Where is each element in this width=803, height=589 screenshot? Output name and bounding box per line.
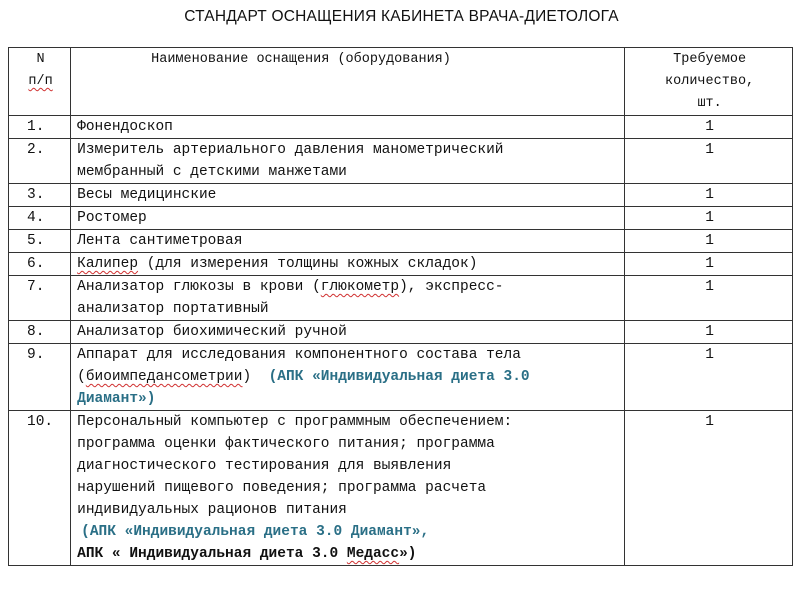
row-name-text: ) [242, 369, 252, 385]
table-row [9, 344, 793, 411]
row-name: Лента сантиметровая [71, 230, 625, 253]
row-quantity: 1 [625, 230, 793, 253]
row-name-line: анализатор портативный [77, 301, 269, 317]
row-name-line: Измеритель артериального давления манометрический [77, 142, 504, 158]
row-quantity: 1 [625, 276, 793, 321]
row-quantity: 1 [625, 253, 793, 276]
row-quantity: 1 [625, 116, 793, 139]
header-number-symbol: N [36, 52, 45, 67]
row-name-line: нарушений пищевого поведения; программа расчета [77, 480, 487, 496]
row-number: 4. [9, 207, 71, 230]
row-number: 7. [9, 276, 71, 321]
header-name: Наименование оснащения (оборудования) [71, 48, 625, 116]
table-row [9, 184, 793, 207]
header-quantity [625, 48, 793, 116]
table-row [9, 116, 793, 139]
row-name-line: диагностического тестирования для выявления [77, 458, 452, 474]
table-row [9, 230, 793, 253]
row-name [71, 253, 625, 276]
row-name [71, 139, 625, 184]
table-row [9, 276, 793, 321]
equipment-table [8, 47, 793, 566]
row-name-line: программа оценки фактического питания; программа [77, 436, 495, 452]
row-number: 3. [9, 184, 71, 207]
table-row [9, 321, 793, 344]
row-name: Фонендоскоп [71, 116, 625, 139]
row-number: 1. [9, 116, 71, 139]
row-quantity: 1 [625, 184, 793, 207]
row-number: 8. [9, 321, 71, 344]
row-name-term: Калипер [77, 256, 139, 272]
header-number [9, 48, 71, 116]
header-quantity-line3: шт. [697, 96, 722, 111]
row-name [71, 411, 625, 566]
row-number: 10. [9, 411, 71, 566]
row-quantity: 1 [625, 411, 793, 566]
row-name: Анализатор биохимический ручной [71, 321, 625, 344]
row-name-line: мембранный с детскими манжетами [77, 164, 347, 180]
row-number: 2. [9, 139, 71, 184]
row-name-term: глюкометр [320, 279, 400, 295]
row-number: 9. [9, 344, 71, 411]
row-apk-term: Медасс [346, 546, 400, 562]
row-apk-label: (АПК «Индивидуальная диета 3.0 Диамант», [81, 524, 430, 540]
row-apk-text: АПК « Индивидуальная диета 3.0 [77, 546, 347, 562]
row-name-text: ), экспресс- [399, 279, 504, 295]
row-quantity: 1 [625, 207, 793, 230]
row-quantity: 1 [625, 344, 793, 411]
table-row [9, 207, 793, 230]
row-apk-label [77, 543, 616, 565]
header-quantity-line2: количество, [665, 74, 755, 89]
row-quantity: 1 [625, 321, 793, 344]
table-row [9, 411, 793, 566]
row-name-line [77, 276, 616, 298]
row-number: 5. [9, 230, 71, 253]
row-name-text: ( [77, 369, 86, 385]
header-quantity-line1: Требуемое [673, 52, 747, 67]
row-name-text: (для измерения толщины кожных складок) [138, 256, 478, 272]
table-row [9, 139, 793, 184]
row-apk-label: Диамант») [77, 391, 156, 407]
row-number: 6. [9, 253, 71, 276]
row-apk-label: (АПК «Индивидуальная диета 3.0 [268, 369, 530, 385]
row-name [71, 276, 625, 321]
table-header-row [9, 48, 793, 116]
table-row [9, 253, 793, 276]
row-name [71, 344, 625, 411]
page-title: СТАНДАРТ ОСНАЩЕНИЯ КАБИНЕТА ВРАЧА-ДИЕТОЛОГА [184, 8, 619, 25]
row-name-line: Персональный компьютер с программным обеспечением: [77, 414, 513, 430]
row-name: Весы медицинские [71, 184, 625, 207]
row-name-line: индивидуальных рационов питания [77, 502, 347, 518]
header-number-abbr: п/п [28, 74, 53, 89]
row-name-line: Аппарат для исследования компонентного состава тела [77, 347, 521, 363]
row-quantity: 1 [625, 139, 793, 184]
row-apk-text: ») [399, 546, 417, 562]
row-name-text: Анализатор глюкозы в крови ( [77, 279, 321, 295]
row-name-term: биоимпедансометрии [85, 369, 243, 385]
row-name: Ростомер [71, 207, 625, 230]
row-name-line [77, 366, 616, 388]
